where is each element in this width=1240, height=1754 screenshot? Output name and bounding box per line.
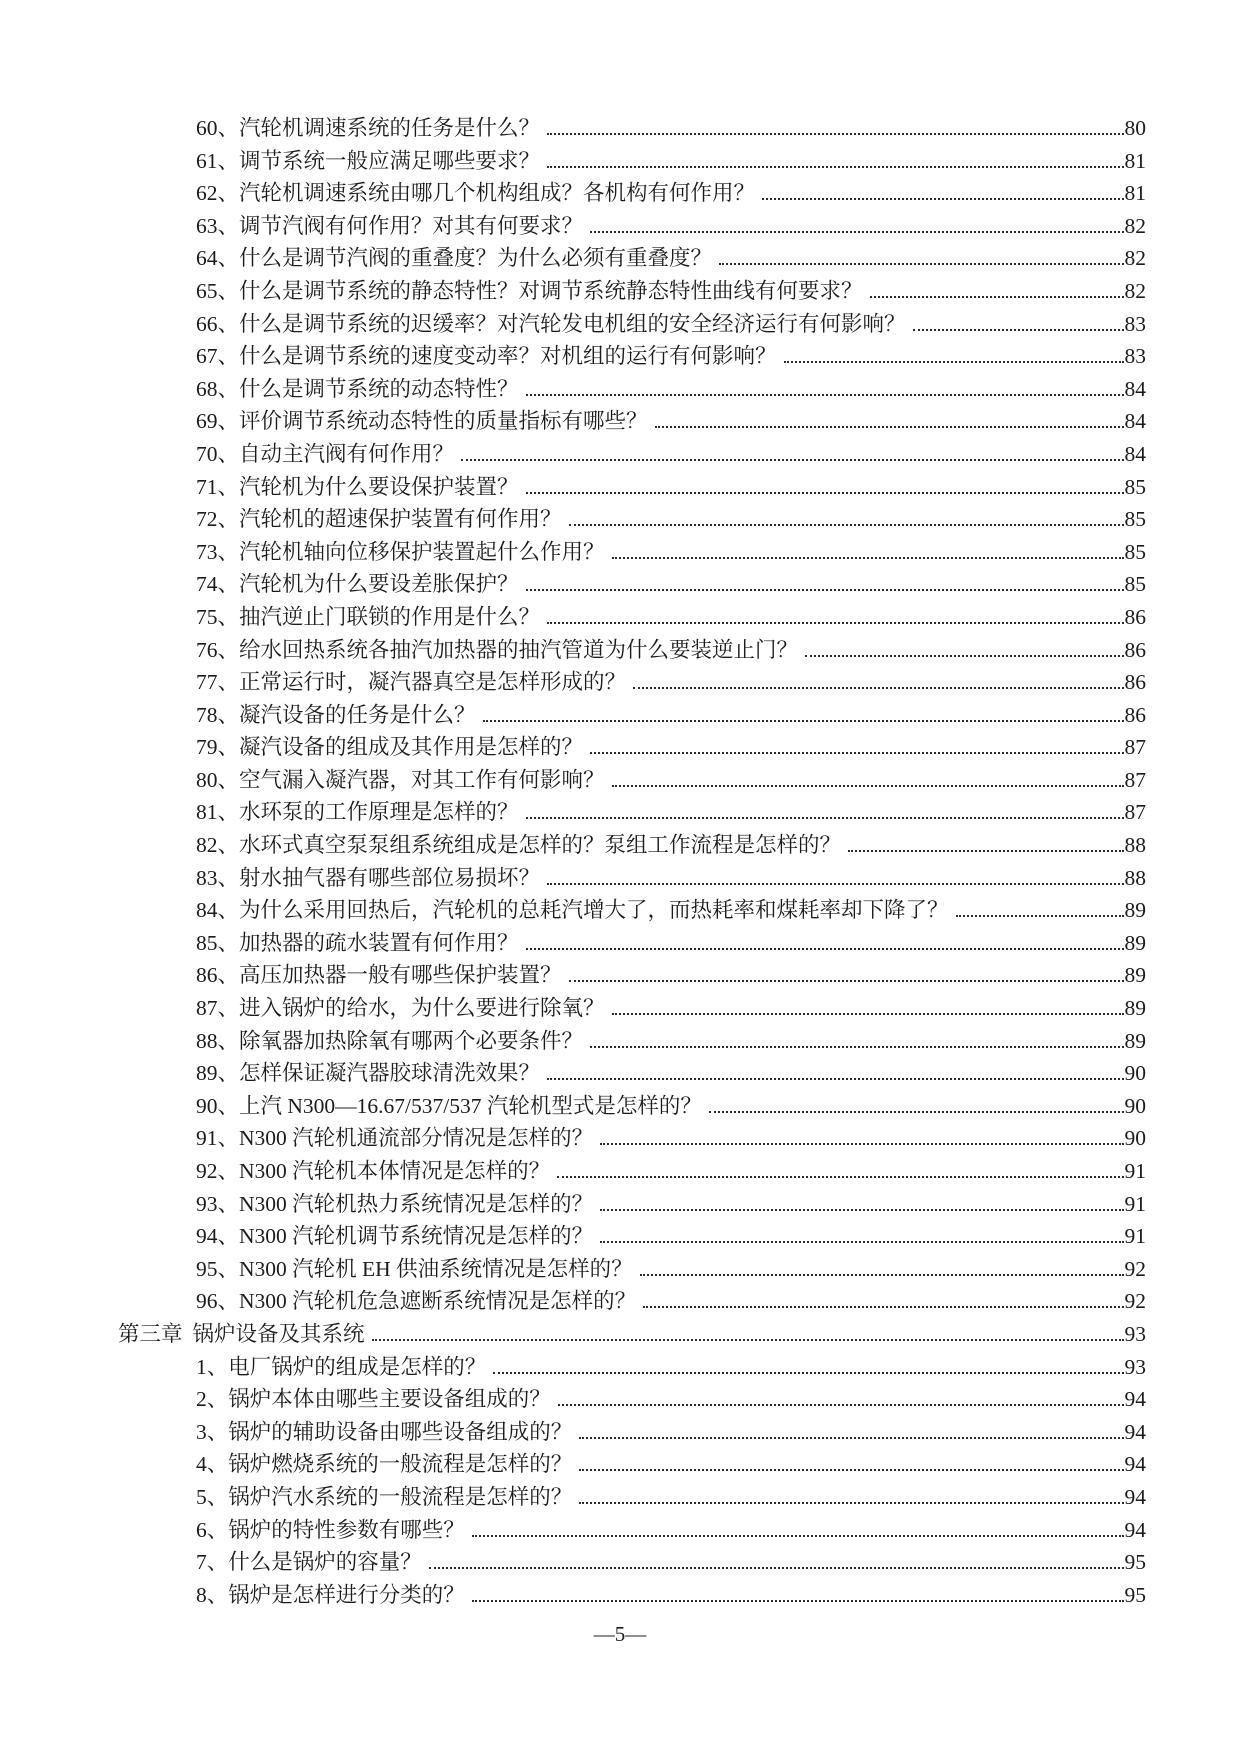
toc-entry-number: 88、 [196,1028,240,1053]
toc-entry-title: 水环式真空泵泵组系统组成是怎样的？泵组工作流程是怎样的？ [239,833,842,858]
toc-entry-page: 92 [1124,1289,1146,1314]
toc-entry-number: 74、 [196,572,240,597]
toc-entry-page: 93 [1124,1321,1146,1346]
toc-entry-page: 91 [1124,1159,1146,1183]
toc-entry-row[interactable] [118,927,1146,960]
toc-entry-page: 89 [1124,996,1146,1021]
toc-entry-row[interactable] [118,1514,1146,1547]
toc-entry-row[interactable] [118,1057,1146,1090]
toc-entry-page: 87 [1124,735,1146,760]
dot-leader [640,1274,1124,1276]
toc-entry-number: 8、 [196,1582,229,1607]
toc-entry-page: 85 [1124,539,1146,564]
toc-entry-row[interactable] [118,1416,1146,1449]
dot-leader [547,622,1123,624]
toc-entry-title: 汽轮机的超速保护装置有何作用？ [239,507,562,532]
dot-leader [547,883,1123,885]
toc-entry-title: 锅炉的辅助设备由哪些设备组成的？ [228,1419,573,1444]
toc-entry-number: 77、 [196,670,240,695]
toc-entry-title: 加热器的疏水装置有何作用？ [239,930,519,955]
dot-leader [579,1502,1123,1504]
toc-entry-title: 锅炉设备及其系统 [192,1321,365,1346]
toc-entry-row[interactable] [118,405,1146,438]
toc-entry-title: 凝汽设备的任务是什么？ [239,702,476,727]
dot-leader [472,1600,1124,1602]
toc-entry-title: 射水抽气器有哪些部位易损坏？ [239,865,541,890]
toc-entry-row[interactable] [118,242,1146,275]
toc-entry-row[interactable] [118,471,1146,504]
toc-entry-number: 66、 [196,311,240,336]
toc-entry-row[interactable] [118,731,1146,764]
toc-entry-row[interactable] [118,568,1146,601]
toc-entry-number: 73、 [196,539,240,564]
dot-leader [461,459,1123,461]
toc-entry-page: 93 [1124,1354,1146,1379]
toc-entry-title: 抽汽逆止门联锁的作用是什么？ [239,604,541,629]
toc-entry-title: N300 汽轮机热力系统情况是怎样的？ [239,1191,594,1216]
toc-entry-title: 为什么采用回热后，汽轮机的总耗汽增大了，而热耗率和煤耗率却下降了？ [239,898,949,923]
toc-entry-page: 86 [1124,670,1146,695]
dot-leader [600,1143,1123,1145]
toc-entry-row[interactable] [118,1546,1146,1579]
toc-entry-row[interactable] [118,1579,1146,1612]
toc-entry-row[interactable] [118,340,1146,373]
toc-entry-title: 锅炉汽水系统的一般流程是怎样的？ [228,1484,573,1509]
toc-entry-page: 94 [1124,1387,1146,1412]
toc-entry-title: 什么是调节系统的速度变动率？对机组的运行有何影响？ [239,344,777,369]
dot-leader [557,1176,1123,1178]
toc-entry-row[interactable] [118,1351,1146,1384]
toc-entry-row[interactable] [118,1448,1146,1481]
toc-entry-number: 67、 [196,344,240,369]
toc-entry-title: 锅炉是怎样进行分类的？ [228,1582,465,1607]
toc-entry-row[interactable] [118,666,1146,699]
toc-entry-row[interactable] [118,992,1146,1025]
toc-entry-number: 第三章 [118,1321,183,1346]
toc-entry-title: 锅炉的特性参数有哪些？ [228,1517,465,1542]
toc-entry-number: 93、 [196,1191,240,1216]
toc-entry-title: 电厂锅炉的组成是怎样的？ [228,1354,487,1379]
toc-entry-number: 4、 [196,1452,229,1477]
toc-entry-page: 86 [1124,702,1146,727]
dot-leader [483,720,1124,722]
toc-entry-row[interactable] [118,1253,1146,1286]
toc-entry-title: 除氧器加热除氧有哪两个必要条件？ [239,1028,584,1053]
toc-entry-page: 90 [1124,1126,1146,1151]
dot-leader [633,687,1123,689]
toc-entry-number: 78、 [196,702,240,727]
toc-entry-title: 锅炉本体由哪些主要设备组成的？ [228,1387,551,1412]
dot-leader [526,817,1124,819]
toc-entry-number: 75、 [196,604,240,629]
dot-leader [612,1013,1124,1015]
toc-entry-title: 什么是锅炉的容量？ [228,1550,422,1575]
toc-entry-number: 69、 [196,409,240,434]
toc-entry-row[interactable] [118,1122,1146,1155]
toc-entry-number: 85、 [196,930,240,955]
toc-entry-title: 锅炉燃烧系统的一般流程是怎样的？ [228,1452,573,1477]
toc-entry-row[interactable] [118,699,1146,732]
toc-entry-number: 90、 [196,1093,240,1118]
dot-leader [579,1469,1123,1471]
dot-leader [600,1241,1123,1243]
dot-leader [526,948,1124,950]
toc-entry-page: 88 [1124,865,1146,890]
toc-entry-row[interactable] [118,1220,1146,1253]
toc-entry-row[interactable] [118,1383,1146,1416]
dot-leader [526,394,1124,396]
toc-entry-page: 87 [1124,767,1146,792]
toc-entry-page: 82 [1124,278,1146,303]
toc-entry-title: 上汽 N300—16.67/537/537 汽轮机型式是怎样的？ [239,1093,702,1118]
toc-entry-page: 94 [1124,1517,1146,1542]
table-of-contents [118,112,1146,1611]
toc-entry-row[interactable] [118,862,1146,895]
toc-entry-row[interactable] [118,145,1146,178]
toc-entry-row[interactable] [118,373,1146,406]
toc-entry-number: 3、 [196,1419,229,1444]
dot-leader [547,133,1123,135]
toc-entry-page: 91 [1124,1224,1146,1249]
toc-entry-title: N300 汽轮机 EH 供油系统情况是怎样的？ [239,1256,633,1281]
toc-entry-page: 84 [1124,376,1146,401]
dot-leader [784,361,1124,363]
toc-entry-title: 空气漏入凝汽器，对其工作有何影响？ [239,767,605,792]
dot-leader [472,1535,1124,1537]
toc-entry-number: 68、 [196,376,240,401]
toc-entry-title: 什么是调节系统的静态特性？对调节系统静态特性曲线有何要求？ [239,278,863,303]
toc-entry-number: 7、 [196,1550,229,1575]
toc-entry-title: 正常运行时，凝汽器真空是怎样形成的？ [239,670,627,695]
toc-entry-title: N300 汽轮机通流部分情况是怎样的？ [239,1126,594,1151]
toc-entry-page: 80 [1124,116,1146,140]
dot-leader [612,557,1124,559]
toc-entry-row[interactable] [118,308,1146,341]
toc-entry-page: 84 [1124,409,1146,434]
toc-entry-title: 汽轮机调速系统的任务是什么？ [239,116,541,140]
toc-entry-number: 82、 [196,833,240,858]
toc-entry-title: 汽轮机为什么要设差胀保护？ [239,572,519,597]
toc-entry-number: 84、 [196,898,240,923]
toc-entry-number: 70、 [196,441,240,466]
toc-entry-number: 87、 [196,996,240,1021]
toc-entry-row[interactable] [118,601,1146,634]
dot-leader [600,1209,1123,1211]
toc-entry-number: 61、 [196,148,240,173]
toc-entry-title: 水环泵的工作原理是怎样的？ [239,800,519,825]
toc-entry-title: 调节汽阀有何作用？对其有何要求？ [239,213,584,238]
dot-leader [805,655,1123,657]
toc-entry-title: 什么是调节汽阀的重叠度？为什么必须有重叠度？ [239,246,713,271]
toc-entry-row[interactable] [118,1188,1146,1221]
dot-leader [590,752,1123,754]
dot-leader [526,589,1124,591]
toc-entry-row[interactable] [118,1285,1146,1318]
toc-entry-number: 65、 [196,278,240,303]
toc-entry-number: 72、 [196,507,240,532]
toc-entry-title: 评价调节系统动态特性的质量指标有哪些？ [239,409,648,434]
toc-entry-number: 91、 [196,1126,240,1151]
dot-leader [429,1567,1124,1569]
toc-entry-page: 81 [1124,181,1146,206]
toc-entry-page: 90 [1124,1093,1146,1118]
toc-entry-row[interactable] [118,796,1146,829]
toc-entry-row[interactable] [118,764,1146,797]
toc-entry-page: 85 [1124,572,1146,597]
toc-entry-number: 79、 [196,735,240,760]
toc-entry-page: 81 [1124,148,1146,173]
toc-entry-number: 60、 [196,116,240,140]
toc-entry-number: 80、 [196,767,240,792]
toc-entry-number: 71、 [196,474,240,499]
toc-entry-page: 83 [1124,344,1146,369]
toc-entry-title: 汽轮机轴向位移保护装置起什么作用？ [239,539,605,564]
toc-entry-title: 进入锅炉的给水，为什么要进行除氧？ [239,996,605,1021]
toc-entry-title: 什么是调节系统的动态特性？ [239,376,519,401]
toc-entry-title: N300 汽轮机危急遮断系统情况是怎样的？ [239,1289,637,1314]
dot-leader [913,329,1124,331]
toc-entry-row[interactable] [118,210,1146,243]
toc-entry-row[interactable] [118,275,1146,308]
toc-entry-number: 89、 [196,1061,240,1086]
dot-leader [547,1078,1123,1080]
toc-entry-number: 81、 [196,800,240,825]
toc-entry-number: 92、 [196,1159,240,1183]
toc-entry-title: 自动主汽阀有何作用？ [239,441,455,466]
dot-leader [579,1437,1123,1439]
dot-leader [719,263,1123,265]
dot-leader [590,231,1123,233]
toc-entry-page: 92 [1124,1256,1146,1281]
toc-entry-page: 85 [1124,507,1146,532]
toc-entry-number: 96、 [196,1289,240,1314]
toc-entry-page: 86 [1124,637,1146,662]
dot-leader [558,1404,1124,1406]
toc-chapter-row[interactable] [118,1318,1146,1351]
toc-entry-row[interactable] [118,1481,1146,1514]
toc-entry-number: 6、 [196,1517,229,1542]
toc-entry-title: 汽轮机调速系统由哪几个机构组成？各机构有何作用？ [239,181,756,206]
toc-entry-title: N300 汽轮机本体情况是怎样的？ [239,1159,551,1183]
toc-entry-number: 2、 [196,1387,229,1412]
toc-entry-row[interactable] [118,1155,1146,1188]
toc-entry-page: 85 [1124,474,1146,499]
toc-entry-page: 82 [1124,213,1146,238]
toc-entry-page: 91 [1124,1191,1146,1216]
toc-entry-page: 89 [1124,898,1146,923]
toc-entry-number: 94、 [196,1224,240,1249]
dot-leader [709,1111,1124,1113]
toc-entry-number: 5、 [196,1484,229,1509]
toc-entry-page: 90 [1124,1061,1146,1086]
toc-entry-title: 汽轮机为什么要设保护装置？ [239,474,519,499]
toc-entry-title: 怎样保证凝汽器胶球清洗效果？ [239,1061,541,1086]
toc-entry-title: 凝汽设备的组成及其作用是怎样的？ [239,735,584,760]
toc-entry-number: 76、 [196,637,240,662]
dot-leader [956,915,1124,917]
toc-entry-row[interactable] [118,1090,1146,1123]
dot-leader [643,1306,1123,1308]
page-number-footer: —5— [593,1622,647,1646]
toc-entry-row[interactable] [118,829,1146,862]
dot-leader [569,980,1124,982]
toc-entry-page: 94 [1124,1484,1146,1509]
toc-entry-row[interactable] [118,503,1146,536]
toc-entry-number: 63、 [196,213,240,238]
toc-entry-number: 95、 [196,1256,240,1281]
toc-entry-row[interactable] [118,177,1146,210]
toc-entry-row[interactable] [118,438,1146,471]
toc-entry-title: 高压加热器一般有哪些保护装置？ [239,963,562,988]
toc-entry-title: 调节系统一般应满足哪些要求？ [239,148,541,173]
dot-leader [762,198,1123,200]
toc-entry-page: 89 [1124,963,1146,988]
toc-entry-row[interactable] [118,894,1146,927]
toc-entry-number: 1、 [196,1354,229,1379]
toc-entry-page: 84 [1124,441,1146,466]
toc-entry-page: 95 [1124,1550,1146,1575]
toc-entry-row[interactable] [118,112,1146,145]
toc-entry-page: 89 [1124,1028,1146,1053]
toc-entry-page: 94 [1124,1419,1146,1444]
dot-leader [870,296,1124,298]
dot-leader [569,524,1124,526]
toc-entry-page: 95 [1124,1582,1146,1607]
dot-leader [848,850,1123,852]
toc-entry-number: 83、 [196,865,240,890]
toc-entry-number: 64、 [196,246,240,271]
dot-leader [612,785,1124,787]
toc-entry-title: 给水回热系统各抽汽加热器的抽汽管道为什么要装逆止门？ [239,637,799,662]
dot-leader [493,1372,1123,1374]
toc-entry-number: 62、 [196,181,240,206]
toc-entry-page: 94 [1124,1452,1146,1477]
toc-entry-row[interactable] [118,634,1146,667]
toc-entry-row[interactable] [118,536,1146,569]
toc-entry-page: 82 [1124,246,1146,271]
dot-leader [526,492,1124,494]
toc-entry-title: N300 汽轮机调节系统情况是怎样的？ [239,1224,594,1249]
toc-entry-page: 86 [1124,604,1146,629]
toc-entry-page: 88 [1124,833,1146,858]
toc-entry-row[interactable] [118,959,1146,992]
toc-entry-page: 83 [1124,311,1146,336]
dot-leader [655,426,1124,428]
dot-leader [590,1046,1123,1048]
toc-entry-number: 86、 [196,963,240,988]
toc-entry-page: 87 [1124,800,1146,825]
dot-leader [547,166,1123,168]
toc-entry-title: 什么是调节系统的迟缓率？对汽轮发电机组的安全经济运行有何影响？ [239,311,906,336]
toc-entry-page: 89 [1124,930,1146,955]
dot-leader [372,1339,1124,1341]
toc-entry-row[interactable] [118,1025,1146,1058]
